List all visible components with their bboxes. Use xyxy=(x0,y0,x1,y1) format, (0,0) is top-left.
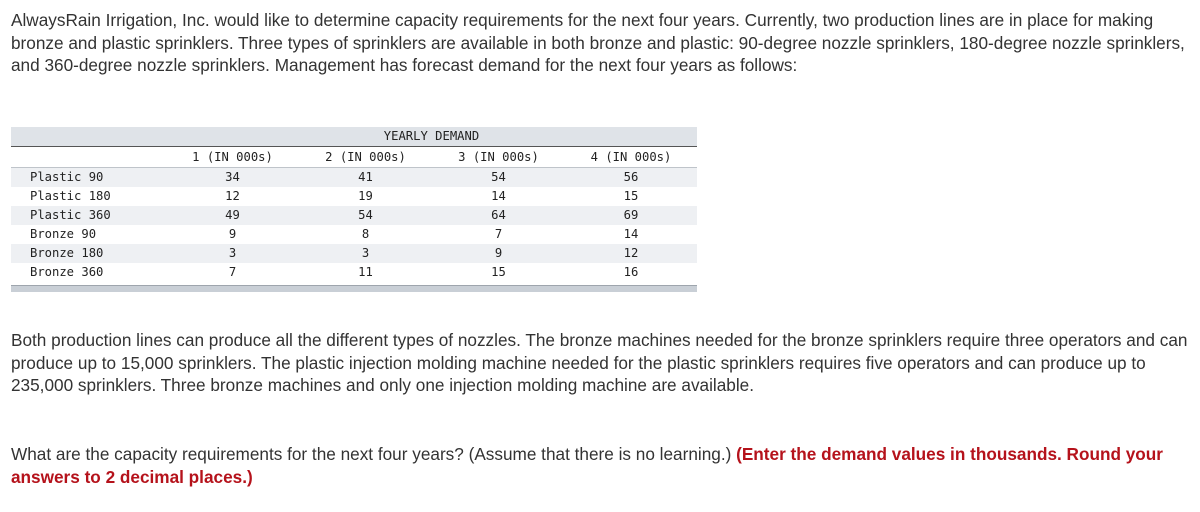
demand-table-container xyxy=(11,127,697,292)
cell-value: 9 xyxy=(166,225,299,244)
cell-value: 54 xyxy=(299,206,432,225)
cell-value: 3 xyxy=(166,244,299,263)
row-label: Plastic 360 xyxy=(11,206,166,225)
cell-value: 15 xyxy=(432,263,565,282)
cell-value: 64 xyxy=(432,206,565,225)
row-label-column-header xyxy=(11,147,166,168)
cell-value: 9 xyxy=(432,244,565,263)
column-header-year-2: 2 (IN 000s) xyxy=(299,147,432,168)
row-label: Bronze 360 xyxy=(11,263,166,282)
cell-value: 49 xyxy=(166,206,299,225)
capacity-paragraph: Both production lines can produce all the different types of nozzles. The bronze machines needed for the bronze sprinklers require three operators and can produce up to 15,000 sprinklers. The plastic injection molding machine needed for the plastic sprinklers requires five operators and can produce up to 235,000 sprinklers. Three bronze machines and only one injection molding machine are available. xyxy=(11,330,1188,395)
cell-value: 12 xyxy=(166,187,299,206)
table-row xyxy=(11,225,697,244)
cell-value: 56 xyxy=(565,168,697,188)
cell-value: 15 xyxy=(565,187,697,206)
cell-value: 11 xyxy=(299,263,432,282)
yearly-demand-header: YEARLY DEMAND xyxy=(166,127,697,147)
cell-value: 69 xyxy=(565,206,697,225)
table-column-header-row xyxy=(11,147,697,168)
instruction-text: (Enter the demand values in thousands. Round your answers to 2 decimal places.) xyxy=(11,444,1163,487)
cell-value: 19 xyxy=(299,187,432,206)
cell-value: 14 xyxy=(565,225,697,244)
row-label: Bronze 180 xyxy=(11,244,166,263)
intro-paragraph: AlwaysRain Irrigation, Inc. would like to determine capacity requirements for the next four years. Currently, two production lines are in place for making bronze and plastic sprinklers. Three types of sprinklers are available in both bronze and plastic: 90-degree nozzle sprinklers, 180-degree nozzle sprinklers, and 360-degree nozzle sprinklers. Management has forecast demand for the next four years as follows: xyxy=(11,10,1185,75)
cell-value: 34 xyxy=(166,168,299,188)
table-row xyxy=(11,263,697,282)
table-row xyxy=(11,206,697,225)
row-label-header-cell xyxy=(11,127,166,147)
column-header-year-1: 1 (IN 000s) xyxy=(166,147,299,168)
row-label: Plastic 180 xyxy=(11,187,166,206)
cell-value: 7 xyxy=(166,263,299,282)
cell-value: 14 xyxy=(432,187,565,206)
table-row xyxy=(11,244,697,263)
cell-value: 12 xyxy=(565,244,697,263)
cell-value: 7 xyxy=(432,225,565,244)
cell-value: 8 xyxy=(299,225,432,244)
column-header-year-4: 4 (IN 000s) xyxy=(565,147,697,168)
table-footer-bar xyxy=(11,285,697,292)
row-label: Plastic 90 xyxy=(11,168,166,188)
cell-value: 54 xyxy=(432,168,565,188)
cell-value: 3 xyxy=(299,244,432,263)
table-row xyxy=(11,168,697,188)
column-header-year-3: 3 (IN 000s) xyxy=(432,147,565,168)
cell-value: 41 xyxy=(299,168,432,188)
table-group-header-row xyxy=(11,127,697,147)
cell-value: 16 xyxy=(565,263,697,282)
demand-table xyxy=(11,127,697,282)
question-text: What are the capacity requirements for the next four years? (Assume that there is no learning.) xyxy=(11,444,732,464)
question-paragraph xyxy=(11,443,1191,488)
table-row xyxy=(11,187,697,206)
row-label: Bronze 90 xyxy=(11,225,166,244)
